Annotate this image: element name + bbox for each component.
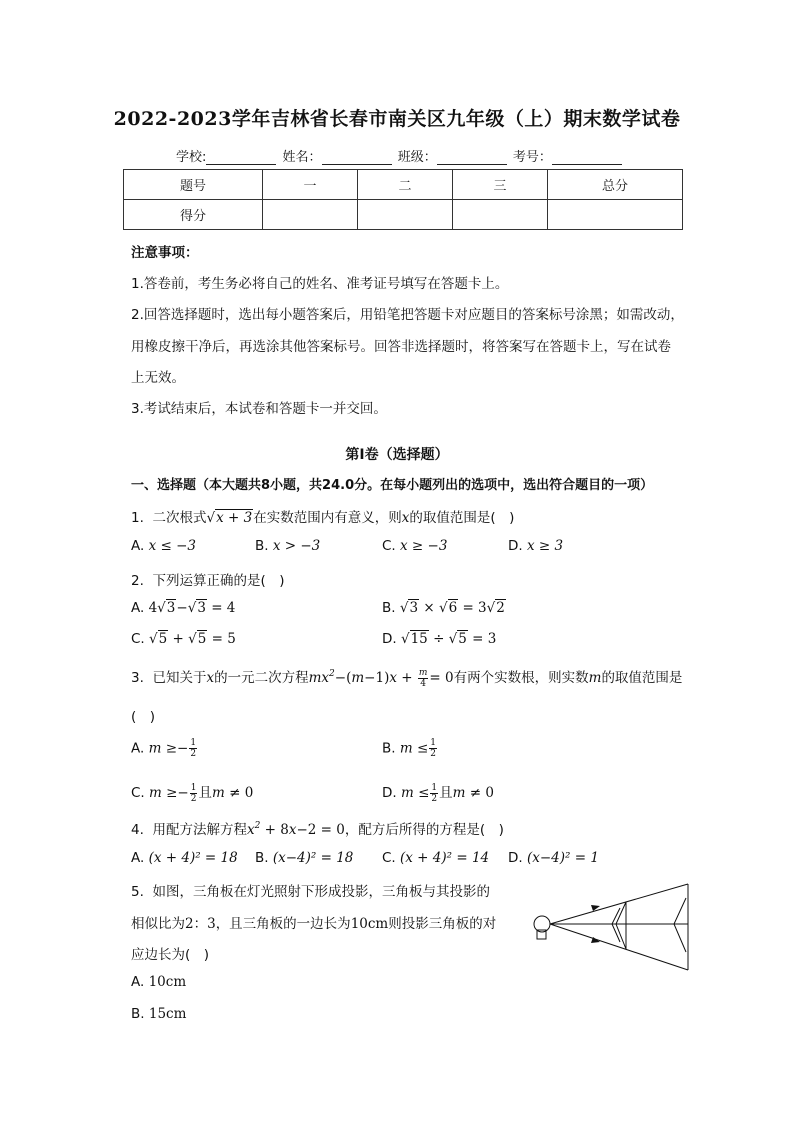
question-text: 有两个实数根，则实数 [453,670,589,686]
option-label: B. [255,538,269,554]
option-label: A. [131,538,145,554]
question-number: 5. [131,884,144,900]
option-d[interactable] [508,538,563,554]
conjunction: 且 [439,785,453,801]
option-label: C. [131,631,145,647]
option-c[interactable] [382,850,489,866]
section-title: 第Ⅰ卷（选择题） [345,447,449,463]
question-number: 3. [131,670,144,686]
option-label: B. [131,1006,145,1022]
option-label: C. [131,785,145,801]
variable: x [401,510,410,526]
notice-line: 用橡皮擦干净后，再选涂其他答案标号。回答非选择题时，将答案写在答题卡上，写在试卷 [131,339,671,355]
part1-header: 一、选择题（本大题共8小题，共24.0分。在每小题列出的选项中，选出符合题目的一项） [131,478,654,493]
question-5-line2 [131,912,496,932]
question-text: 的一元二次方程 [214,670,309,686]
notice-heading: 注意事项： [131,245,199,261]
option-label: C. [382,850,396,866]
question-number: 1. [131,510,144,526]
length: 10cm [350,916,389,932]
class-label: 班级： [397,150,437,165]
option-label: A. [131,600,145,616]
option-value: 10cm [148,974,187,990]
option-value: (x−4)² = 18 [272,850,354,866]
option-value: (x + 4)² = 14 [400,850,490,866]
option-label: A. [131,974,145,990]
score-table [123,169,683,230]
score-cell [263,200,358,230]
option-value: x > −3 [272,538,321,554]
question-text: 二次根式 [152,510,207,526]
question-number: 2. [131,573,144,589]
option-value: x ≥ −3 [400,538,448,554]
score-table-header-row [124,170,683,200]
exam-number-blank [552,150,622,165]
score-header-cell: 二 [358,170,453,200]
option-a[interactable]: A. m ≥− $\frac{1}{2}$ [131,738,197,759]
question-text: 下列运算正确的是( ) [152,573,285,589]
option-label: A. [131,850,145,866]
option-value: x ≥ 3 [526,538,564,554]
notice-line: 2.回答选择题时，选出每小题答案后，用铅笔把答题卡对应题目的答案标号涂黑；如需改动， [131,307,684,323]
option-c[interactable]: C. √5 + √5 = 5 [131,631,236,647]
question-text: 则投影三角板的对 [388,916,497,932]
notice-line: 1.答卷前，考生务必将自己的姓名、准考证号填写在答题卡上。 [131,276,509,292]
score-cell [548,200,683,230]
option-label: A. [131,740,145,757]
option-value: 15cm [148,1006,187,1022]
option-c[interactable] [382,538,447,554]
triangle-board [616,902,626,949]
name-blank [322,150,392,165]
option-a[interactable] [131,974,186,990]
triangle-projection [674,898,686,952]
question-text: 如图，三角板在灯光照射下形成投影，三角板与其投影的 [152,884,490,900]
option-b[interactable]: B. √3 × √6 = 3√2 [382,600,505,616]
class-blank [437,150,507,165]
question-text: 的取值范围是 [601,670,683,686]
option-label: D. [382,785,397,801]
score-header-cell: 三 [453,170,548,200]
option-a[interactable] [131,850,238,866]
question-3-paren: ( ) [131,709,156,725]
option-a[interactable]: A. 4√3−√3 = 4 [131,600,236,616]
question-5 [131,880,490,900]
question-5-line3: 应边长为( ) [131,947,210,963]
school-blank [206,150,276,165]
option-c[interactable]: C. m ≥− $\frac{1}{2}$ 且m ≠ 0 [131,782,254,804]
question-4: 4. 用配方法解方程$x^2 + 8x-2 = 0$，配方后所得的方程是( ) [131,821,504,838]
notice-line: 3.考试结束后，本试卷和答题卡一并交回。 [131,401,387,417]
option-d[interactable] [508,850,599,866]
exam-number-label: 考号： [512,150,552,165]
notice-line: 上无效。 [131,370,185,386]
option-b[interactable] [255,850,353,866]
option-label: D. [508,538,523,554]
question-text: ，配方后所得的方程是( ) [344,822,504,838]
score-table-row [124,200,683,230]
question-text: 已知关于 [152,670,207,686]
option-label: B. [382,600,396,616]
option-d[interactable]: D. m ≤ $\frac{1}{2}$ 且m ≠ 0 [382,782,494,804]
student-info-line [176,146,624,165]
option-d[interactable]: D. √15 ÷ √5 = 3 [382,631,497,647]
option-label: B. [382,740,396,757]
option-b[interactable] [131,1006,186,1022]
option-a[interactable] [131,538,196,554]
question-text: 相似比为 [131,916,185,932]
question-text: 的取值范围是( ) [409,510,515,526]
score-header-cell: 一 [263,170,358,200]
option-label: D. [508,850,523,866]
school-label: 学校: [176,150,207,165]
page-title: 2022-2023学年吉林省长春市南关区九年级（上）期末数学试卷 [113,108,681,130]
score-cell [453,200,548,230]
score-row-label: 得分 [124,200,263,230]
question-2 [131,569,285,589]
option-b[interactable] [255,538,320,554]
option-value: (x + 4)² = 18 [148,850,238,866]
question-3: 3. 已知关于x的一元二次方程$mx^2-(m-1)x$ + $\frac{m}{4}$ = 0有两个实数根，则实数m的取值范围是 [131,667,683,689]
question-number: 4. [131,822,144,838]
score-header-cell: 总分 [548,170,683,200]
option-label: B. [255,850,269,866]
option-b[interactable]: B. m ≤ $\frac{1}{2}$ [382,738,437,759]
question-text: 用配方法解方程 [152,822,247,838]
projection-diagram [528,880,694,974]
ratio: 2：3 [185,916,216,932]
option-label: D. [382,631,397,647]
score-header-cell: 题号 [124,170,263,200]
question-text: ，且三角板的一边长为 [215,916,351,932]
name-label: 姓名： [282,150,322,165]
option-value: (x−4)² = 1 [526,850,599,866]
option-value: x ≤ −3 [148,538,197,554]
radicand: x + 3 [216,510,253,526]
question-1: 1. 二次根式√x + 3在实数范围内有意义，则x的取值范围是( ) [131,510,515,526]
conjunction: 且 [198,785,212,801]
score-cell [358,200,453,230]
option-label: C. [382,538,396,554]
question-text: 在实数范围内有意义，则 [253,510,402,526]
